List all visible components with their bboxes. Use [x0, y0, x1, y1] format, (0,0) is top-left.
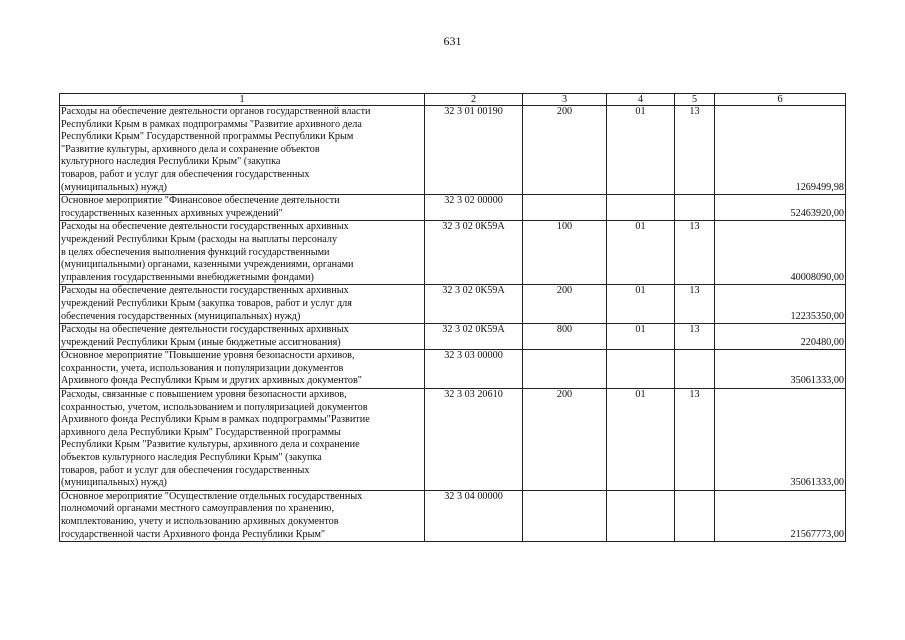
header-cell-5: 5 [675, 94, 715, 106]
row-sum-cell: 21567773,00 [715, 490, 846, 541]
row-expense-type-cell [523, 195, 607, 221]
table-row [60, 389, 846, 491]
row-code-cell: 32 3 02 00000 [425, 195, 523, 221]
row-section-cell [607, 195, 675, 221]
row-sum-cell: 1269499,98 [715, 106, 846, 195]
row-code-cell: 32 3 01 00190 [425, 106, 523, 195]
row-name-cell: Основное мероприятие "Осуществление отдельных государственных полномочий органами местного самоуправления по хранению, комплектованию, учету и использованию архивных документов государственной части Архивного фонда Республики Крым" [60, 490, 425, 541]
row-expense-type-cell: 200 [523, 389, 607, 491]
row-name-cell: Основное мероприятие "Финансовое обеспечение деятельности государственных казенных архивных учреждений" [60, 195, 425, 221]
row-sum-cell: 220480,00 [715, 324, 846, 350]
row-expense-type-cell: 800 [523, 324, 607, 350]
row-name-cell: Расходы, связанные с повышением уровня безопасности архивов, сохранностью, учетом, использованием и популяризацией документов Архивного фонда Республики Крым в рамках подпрограммы"Развитие архивного дела Республики Крым" Государственной программы Республики Крым "Развитие культуры, архивного дела и сохранение объектов культурного наследия Республики Крым" (закупка товаров, работ и услуг для обеспечения государственных (муниципальных) нужд) [60, 389, 425, 491]
row-name-cell: Расходы на обеспечение деятельности государственных архивных учреждений Республики Крым (иные бюджетные ассигнования) [60, 324, 425, 350]
row-code-cell: 32 3 02 0К59А [425, 221, 523, 285]
row-sum-cell: 52463920,00 [715, 195, 846, 221]
row-subsection-cell: 13 [675, 389, 715, 491]
header-row [60, 94, 846, 106]
row-section-cell: 01 [607, 324, 675, 350]
row-sum-cell: 35061333,00 [715, 350, 846, 389]
row-section-cell: 01 [607, 285, 675, 324]
table-row [60, 106, 846, 195]
row-subsection-cell: 13 [675, 106, 715, 195]
row-subsection-cell [675, 490, 715, 541]
row-expense-type-cell: 200 [523, 106, 607, 195]
row-expense-type-cell: 200 [523, 285, 607, 324]
row-code-cell: 32 3 03 20610 [425, 389, 523, 491]
row-code-cell: 32 3 02 0К59А [425, 324, 523, 350]
row-section-cell [607, 490, 675, 541]
row-section-cell: 01 [607, 389, 675, 491]
row-sum-cell: 12235350,00 [715, 285, 846, 324]
row-code-cell: 32 3 02 0К59А [425, 285, 523, 324]
row-sum-cell: 35061333,00 [715, 389, 846, 491]
row-name-cell: Расходы на обеспечение деятельности государственных архивных учреждений Республики Крым (закупка товаров, работ и услуг для обеспечения государственных (муниципальных) нужд) [60, 285, 425, 324]
page-number: 631 [443, 34, 462, 48]
table-row [60, 195, 846, 221]
row-subsection-cell: 13 [675, 324, 715, 350]
row-sum-cell: 40008090,00 [715, 221, 846, 285]
table-row [60, 324, 846, 350]
row-code-cell: 32 3 04 00000 [425, 490, 523, 541]
header-cell-4: 4 [607, 94, 675, 106]
row-subsection-cell: 13 [675, 285, 715, 324]
row-code-cell: 32 3 03 00000 [425, 350, 523, 389]
table-row [60, 490, 846, 541]
row-expense-type-cell [523, 350, 607, 389]
budget-table [59, 93, 846, 542]
row-name-cell: Расходы на обеспечение деятельности органов государственной власти Республики Крым в рамках подпрограммы "Развитие архивного дела Республики Крым" Государственной программы Республики Крым "Развитие культуры, архивного дела и сохранение объектов культурного наследия Республики Крым" (закупка товаров, работ и услуг для обеспечения государственных (муниципальных) нужд) [60, 106, 425, 195]
row-section-cell: 01 [607, 221, 675, 285]
row-section-cell [607, 350, 675, 389]
row-subsection-cell [675, 195, 715, 221]
row-subsection-cell: 13 [675, 221, 715, 285]
table-row [60, 285, 846, 324]
header-cell-2: 2 [425, 94, 523, 106]
row-subsection-cell [675, 350, 715, 389]
table-row [60, 350, 846, 389]
row-name-cell: Расходы на обеспечение деятельности государственных архивных учреждений Республики Крым (расходы на выплаты персоналу в целях обеспечения выполнения функций государственными (муниципальными) органами, казенными учреждениями, органами управления государственными внебюджетными фондами) [60, 221, 425, 285]
row-name-cell: Основное мероприятие "Повышение уровня безопасности архивов, сохранности, учета, использования и популяризации документов Архивного фонда Республики Крым и других архивных документов" [60, 350, 425, 389]
row-section-cell: 01 [607, 106, 675, 195]
row-expense-type-cell [523, 490, 607, 541]
header-cell-3: 3 [523, 94, 607, 106]
header-cell-1: 1 [60, 94, 425, 106]
header-cell-6: 6 [715, 94, 846, 106]
row-expense-type-cell: 100 [523, 221, 607, 285]
table-row [60, 221, 846, 285]
